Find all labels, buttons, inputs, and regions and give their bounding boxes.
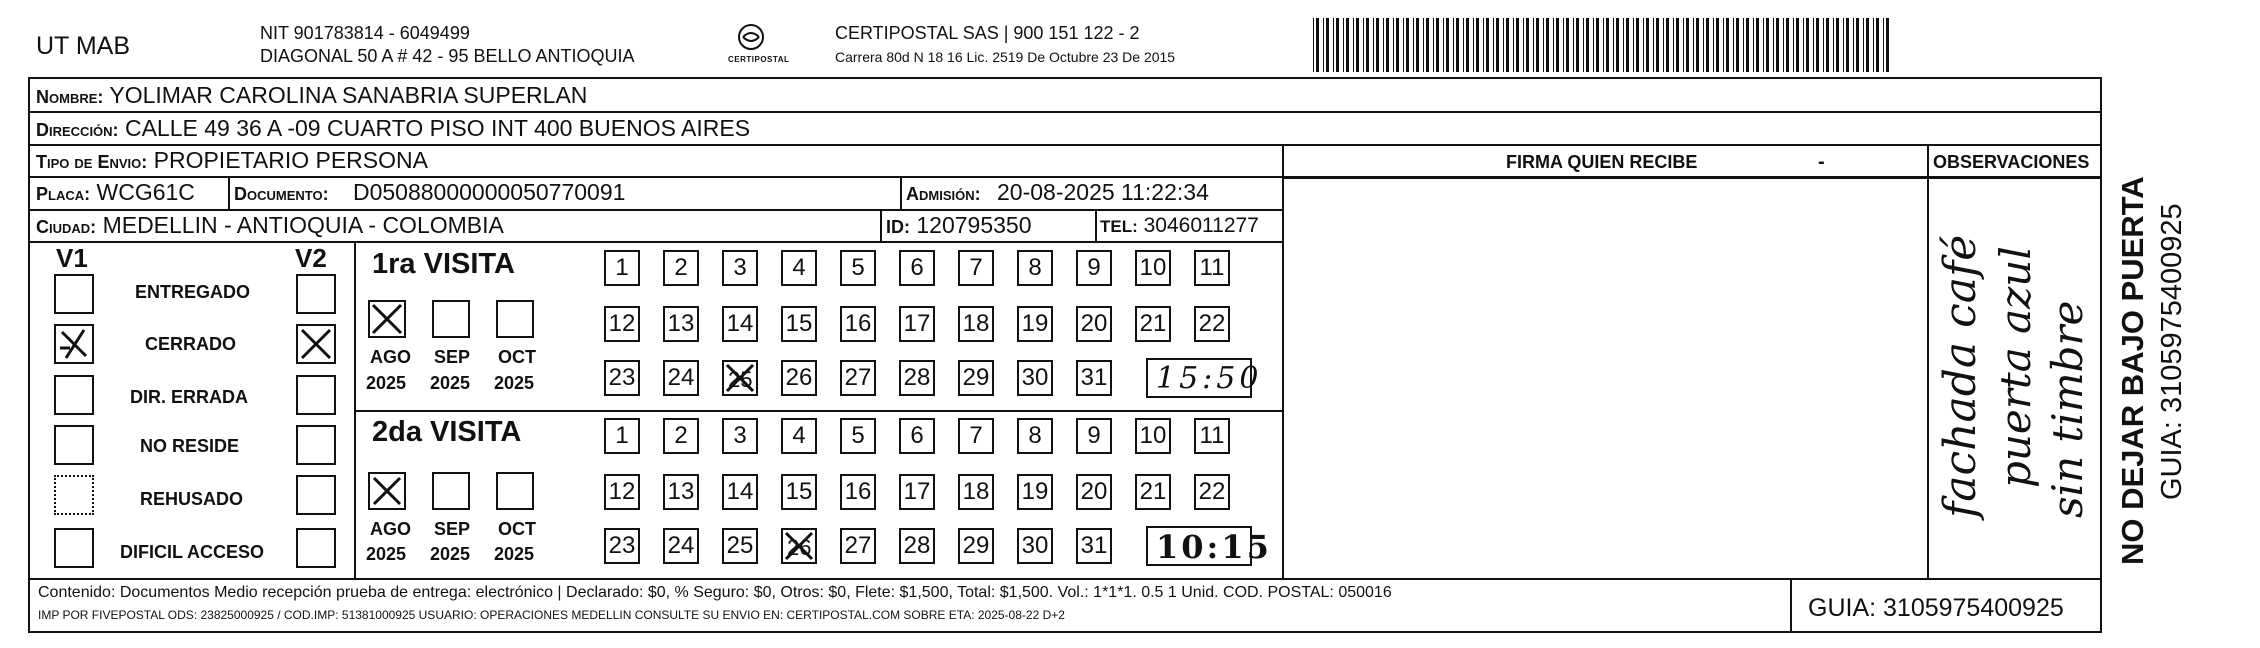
year-label: 2025 [494, 373, 535, 393]
first-visit-day-box[interactable]: 31 [1076, 360, 1112, 396]
second-visit-day-box[interactable]: 3 [722, 418, 758, 454]
first-visit-day-box[interactable]: 23 [604, 360, 640, 396]
status-item-label: CERRADO [145, 334, 237, 354]
v2-checkbox-dificil-acceso[interactable] [296, 528, 336, 568]
id-value: 120795350 [916, 212, 1032, 238]
second-visit-month-ago[interactable] [368, 472, 406, 510]
city-row [36, 214, 504, 237]
second-visit-month-oct[interactable] [496, 472, 534, 510]
first-visit-day-box[interactable]: 28 [899, 360, 935, 396]
col-divider [1095, 209, 1097, 241]
x-mark-icon [724, 362, 756, 394]
side-guia: GUIA: 3105975400925 [2156, 203, 2188, 500]
first-visit-month-oct[interactable] [496, 300, 534, 338]
second-visit-day-box[interactable]: 8 [1017, 418, 1053, 454]
city-label: Ciudad: [36, 217, 97, 237]
send-type-row [36, 149, 428, 172]
second-visit-day-box[interactable]: 12 [604, 474, 640, 510]
x-mark-icon [370, 302, 404, 336]
v2-label: V2 [295, 243, 327, 273]
x-mark-icon [370, 474, 404, 508]
observation-line: fachada café [1935, 234, 1986, 518]
second-visit-day-box[interactable]: 27 [840, 528, 876, 564]
row-divider [28, 111, 2102, 113]
month-label: SEP [434, 347, 471, 367]
first-visit-time: 15:50 [1156, 361, 1263, 396]
first-visit-day-box[interactable]: 21 [1135, 306, 1171, 342]
status-item-label: DIR. ERRADA [130, 387, 249, 407]
footer-content: Contenido: Documentos Medio recepción prueba de entrega: electrónico | Declarado: $0, % Seguro: $0, Otros: $0, Flete: $1,500, Total: $1,500. Vol.: 1*1*1. 0.5 1 Unid. COD. POSTAL: 050016 [38, 584, 1392, 601]
v1-checkbox-dir-errada[interactable] [54, 375, 94, 415]
first-visit-day-box[interactable]: 6 [899, 250, 935, 286]
year-label: 2025 [430, 373, 471, 393]
second-visit-day-box[interactable]: 25 [722, 528, 758, 564]
certipostal-logo [728, 20, 790, 70]
company-address: DIAGONAL 50 A # 42 - 95 BELLO ANTIOQUIA [260, 46, 635, 66]
first-visit-month-ago[interactable] [368, 300, 406, 338]
month-label: OCT [498, 519, 536, 539]
address-label: Dirección: [36, 120, 119, 140]
second-visit-day-box[interactable]: 4 [781, 418, 817, 454]
observations-label: OBSERVACIONES [1933, 152, 2090, 172]
first-visit-day-box[interactable] [722, 360, 758, 396]
barcode-icon [1313, 18, 1891, 72]
name-row [36, 84, 587, 107]
v1-checkbox-cerrado[interactable] [54, 324, 94, 364]
month-label: SEP [434, 519, 471, 539]
second-visit-title: 2da VISITA [372, 416, 522, 448]
second-visit-day-box[interactable]: 21 [1135, 474, 1171, 510]
first-visit-day-box[interactable]: 1 [604, 250, 640, 286]
id-row [886, 214, 1032, 237]
col-divider [1790, 578, 1792, 633]
month-label: AGO [370, 347, 412, 367]
side-warning: NO DEJAR BAJO PUERTA [2115, 176, 2150, 565]
row-divider [28, 209, 1282, 211]
tel-value: 3046011277 [1143, 214, 1259, 237]
first-visit-day-box[interactable]: 2 [663, 250, 699, 286]
footer-imp: IMP POR FIVEPOSTAL ODS: 23825000925 / COD.IMP: 51381000925 USUARIO: OPERACIONES MEDELLIN CONSULTE SU ENVIO EN: CERTIPOSTAL.COM SOBRE ETA: 2025-08-22 D+2 [38, 608, 1065, 622]
first-visit-day-box[interactable]: 22 [1194, 306, 1230, 342]
first-visit-month-sep[interactable] [432, 300, 470, 338]
status-item-label: REHUSADO [140, 489, 244, 509]
v2-checkbox-dir-errada[interactable] [296, 375, 336, 415]
first-visit-title: 1ra VISITA [372, 248, 515, 280]
admission-row [906, 181, 1209, 204]
second-visit-day-box[interactable]: 15 [781, 474, 817, 510]
row-divider [28, 241, 1282, 243]
year-label: 2025 [366, 373, 407, 393]
second-visit-time: 10:15 [1156, 528, 1272, 566]
second-visit-day-box[interactable]: 2 [663, 418, 699, 454]
first-visit-day-box[interactable]: 15 [781, 306, 817, 342]
svg-text:25: 25 [728, 367, 753, 392]
second-visit-day-box[interactable]: 19 [1017, 474, 1053, 510]
first-visit-day-box[interactable]: 17 [899, 306, 935, 342]
first-visit-day-box[interactable]: 14 [722, 306, 758, 342]
carrier-license: Carrera 80d N 18 16 Lic. 2519 De Octubre 23 De 2015 [835, 49, 1176, 65]
first-visit-day-box[interactable]: 24 [663, 360, 699, 396]
v1-checkbox-rehusado[interactable] [54, 475, 94, 515]
status-item-label: ENTREGADO [135, 282, 251, 302]
first-visit-day-box[interactable]: 10 [1135, 250, 1171, 286]
carrier-name: CERTIPOSTAL SAS | 900 151 122 - 2 [835, 23, 1140, 43]
row-divider [1282, 177, 2102, 179]
first-visit-day-box[interactable]: 26 [781, 360, 817, 396]
send-type-label: Tipo de Envio: [36, 152, 148, 172]
company-nit: NIT 901783814 - 6049499 [260, 23, 470, 43]
status-item-label: NO RESIDE [140, 436, 240, 456]
check-mark-icon [56, 326, 92, 362]
first-visit-day-box[interactable]: 30 [1017, 360, 1053, 396]
first-visit-day-box[interactable]: 18 [958, 306, 994, 342]
v2-checkbox-entregado[interactable] [296, 274, 336, 314]
signature-label: FIRMA QUIEN RECIBE [1506, 152, 1698, 172]
year-label: 2025 [366, 544, 407, 564]
v1-checkbox-dificil-acceso[interactable] [54, 528, 94, 568]
col-divider [1282, 144, 1284, 578]
plate-label: Placa: [36, 184, 91, 204]
second-visit-time-box[interactable] [1146, 526, 1272, 566]
year-label: 2025 [494, 544, 535, 564]
plate-row [36, 181, 195, 204]
month-label: OCT [498, 347, 536, 367]
document-value: D05088000000050770091 [352, 179, 626, 205]
first-visit-day-box[interactable]: 27 [840, 360, 876, 396]
first-visit-time-box[interactable] [1146, 358, 1263, 398]
col-divider [228, 176, 230, 209]
second-visit-day-box[interactable]: 20 [1076, 474, 1112, 510]
second-visit-day-box[interactable]: 14 [722, 474, 758, 510]
second-visit-day-box[interactable]: 22 [1194, 474, 1230, 510]
col-divider [880, 209, 882, 241]
first-visit-day-box[interactable]: 12 [604, 306, 640, 342]
row-divider [354, 410, 1282, 412]
second-visit-day-box[interactable]: 6 [899, 418, 935, 454]
first-visit-day-box[interactable]: 8 [1017, 250, 1053, 286]
v1-checkbox-no-reside[interactable] [54, 425, 94, 465]
city-value: MEDELLIN - ANTIOQUIA - COLOMBIA [102, 212, 504, 238]
observations-handwriting [1935, 188, 2095, 572]
col-divider [1927, 144, 1929, 578]
id-label: ID: [886, 217, 910, 237]
first-visit-day-box[interactable]: 3 [722, 250, 758, 286]
second-visit-day-box[interactable]: 29 [958, 528, 994, 564]
admission-value: 20-08-2025 11:22:34 [997, 179, 1209, 205]
plate-value: WCG61C [96, 179, 195, 205]
second-visit-month-sep[interactable] [432, 472, 470, 510]
col-divider [900, 176, 902, 209]
second-visit-day-box[interactable]: 7 [958, 418, 994, 454]
second-visit-day-box[interactable]: 11 [1194, 418, 1230, 454]
second-visit-day-box[interactable]: 23 [604, 528, 640, 564]
second-visit-day-box[interactable]: 17 [899, 474, 935, 510]
document-label: Documento: [234, 184, 329, 204]
first-visit-day-box[interactable]: 19 [1017, 306, 1053, 342]
first-visit-day-box[interactable]: 11 [1194, 250, 1230, 286]
second-visit-day-box[interactable]: 1 [604, 418, 640, 454]
tel-label: TEL: [1100, 217, 1138, 236]
send-type-value: PROPIETARIO PERSONA [153, 147, 428, 173]
second-visit-day-box[interactable]: 13 [663, 474, 699, 510]
second-visit-day-box[interactable] [781, 528, 817, 564]
x-mark-icon [783, 530, 815, 562]
second-visit-day-box[interactable]: 28 [899, 528, 935, 564]
month-label: AGO [370, 519, 412, 539]
document-row [234, 181, 625, 204]
first-visit-day-box[interactable]: 7 [958, 250, 994, 286]
barcode [1313, 18, 1891, 72]
recipient-address: CALLE 49 36 A -09 CUARTO PISO INT 400 BUENOS AIRES [124, 115, 751, 141]
first-visit-day-box[interactable]: 13 [663, 306, 699, 342]
tel-row [1100, 215, 1259, 236]
observation-line: sin timbre [2043, 300, 2092, 518]
v1-checkbox-entregado[interactable] [54, 274, 94, 314]
row-divider [28, 144, 2102, 146]
v1-label: V1 [56, 243, 88, 273]
second-visit-day-box[interactable]: 24 [663, 528, 699, 564]
first-visit-day-box[interactable]: 9 [1076, 250, 1112, 286]
second-visit-day-box[interactable]: 30 [1017, 528, 1053, 564]
year-label: 2025 [430, 544, 471, 564]
company-name: UT MAB [36, 32, 130, 60]
x-mark-icon [298, 326, 334, 362]
v2-checkbox-rehusado[interactable] [296, 475, 336, 515]
v2-checkbox-no-reside[interactable] [296, 425, 336, 465]
second-visit-day-box[interactable]: 16 [840, 474, 876, 510]
v2-checkbox-cerrado[interactable] [296, 324, 336, 364]
signature-dash: - [1818, 151, 1825, 173]
name-label: Nombre: [36, 87, 104, 107]
second-visit-day-box[interactable]: 5 [840, 418, 876, 454]
first-visit-day-box[interactable]: 20 [1076, 306, 1112, 342]
recipient-name: YOLIMAR CAROLINA SANABRIA SUPERLAN [109, 82, 588, 108]
admission-label: Admisión: [906, 184, 981, 204]
status-item-label: DIFICIL ACCESO [120, 542, 265, 562]
svg-text:26: 26 [787, 535, 812, 560]
observation-line: puerta azul [1991, 246, 2040, 488]
footer-guia: GUIA: 3105975400925 [1808, 594, 2064, 622]
first-visit-day-box[interactable]: 29 [958, 360, 994, 396]
address-row [36, 117, 750, 140]
logo-text: CERTIPOSTAL [728, 55, 790, 64]
first-visit-day-box[interactable]: 4 [781, 250, 817, 286]
first-visit-day-box[interactable]: 5 [840, 250, 876, 286]
second-visit-day-box[interactable]: 9 [1076, 418, 1112, 454]
first-visit-day-box[interactable]: 16 [840, 306, 876, 342]
second-visit-day-box[interactable]: 18 [958, 474, 994, 510]
second-visit-day-box[interactable]: 10 [1135, 418, 1171, 454]
second-visit-day-box[interactable]: 31 [1076, 528, 1112, 564]
